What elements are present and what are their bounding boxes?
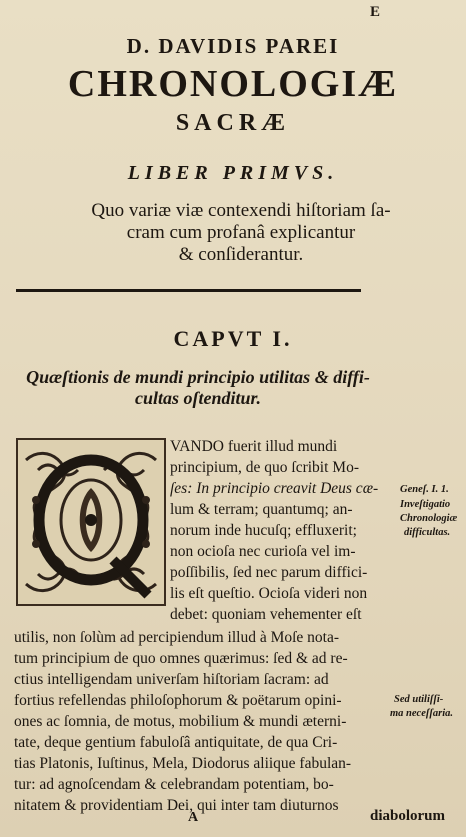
text-line: norum inde hucuſq; effluxerit; bbox=[170, 522, 357, 539]
text-line: ſes: In principio creavit Deus cæ- bbox=[170, 480, 379, 497]
subtitle-line: & conſiderantur. bbox=[178, 244, 304, 265]
text-line: principium, de quo ſcribit Mo- bbox=[170, 459, 359, 476]
chapter-heading bbox=[18, 367, 378, 409]
marginal-note: Sed utiliſſi- bbox=[394, 694, 444, 705]
decorated-initial-q bbox=[16, 438, 166, 606]
title-line-2: SACRÆ bbox=[175, 110, 291, 136]
gathering-mark: E bbox=[369, 4, 380, 20]
ornament-icon bbox=[18, 440, 164, 604]
chapter-title: CAPVT I. bbox=[173, 326, 293, 351]
text-line: lum & terram; quantumq; an- bbox=[170, 501, 353, 518]
text-line: tur: ad agnoſcendam & celebrandam potentiam, bo- bbox=[14, 776, 334, 793]
heading-line: Quæſtionis de mundi principio utilitas & diffi- bbox=[26, 367, 370, 387]
heading-line: cultas oſtenditur. bbox=[134, 388, 262, 408]
author-line: D. DAVIDIS PAREI bbox=[126, 34, 340, 58]
marginal-note: Inveſtigatio bbox=[400, 499, 451, 510]
signature-mark: A bbox=[188, 810, 199, 825]
text-line: debet: quoniam vehementer eſt bbox=[170, 606, 362, 623]
marginal-note: difficultas. bbox=[404, 527, 451, 538]
text-line: tum principium de quo omnes quærimus: ſed & ad re- bbox=[14, 650, 348, 667]
text-line: lis eſt queſtio. Ocioſa videri non bbox=[170, 585, 368, 602]
text-line: fortius refellendas philoſophorum & poëtarum opini- bbox=[14, 692, 342, 709]
marginal-note: Geneſ. I. 1. bbox=[400, 484, 449, 495]
text-line: utilis, non ſolùm ad percipiendum illud à Moſe nota- bbox=[14, 629, 340, 646]
text-line: ctius intelligendam univerſam hiſtoriam ſacram: ad bbox=[14, 671, 329, 688]
horizontal-rule bbox=[16, 289, 361, 292]
text-line: VANDO fuerit illud mundi bbox=[170, 438, 338, 455]
text-line: tias Platonis, Iuſtinus, Mela, Diodorus aliique fabulan- bbox=[14, 755, 352, 772]
subtitle-line: Quo variæ viæ contexendi hiſtoriam ſa- bbox=[91, 200, 391, 221]
subtitle bbox=[36, 200, 446, 266]
text-line: tate, deque gentium fabuloſâ antiquitate, de qua Cri- bbox=[14, 734, 338, 751]
marginal-note: Chronologiæ bbox=[400, 513, 458, 524]
book-number: LIBER PRIMVS. bbox=[127, 162, 339, 184]
text-line: non ocioſa nec curioſa vel im- bbox=[170, 543, 356, 560]
text-line: nitatem & providentiam Dei, qui inter tam diuturnos bbox=[14, 797, 339, 814]
title-line-1: CHRONOLOGIÆ bbox=[67, 63, 399, 105]
text-line: ones ac ſomnia, de motus, mobilium & mundi æterni- bbox=[14, 713, 347, 730]
catchword: diabolorum bbox=[370, 808, 446, 824]
text-line: poſſibilis, ſed nec parum diffici- bbox=[170, 564, 368, 581]
marginal-note: ma neceſſaria. bbox=[390, 708, 453, 719]
subtitle-line: cram cum profanâ explicantur bbox=[126, 222, 356, 243]
